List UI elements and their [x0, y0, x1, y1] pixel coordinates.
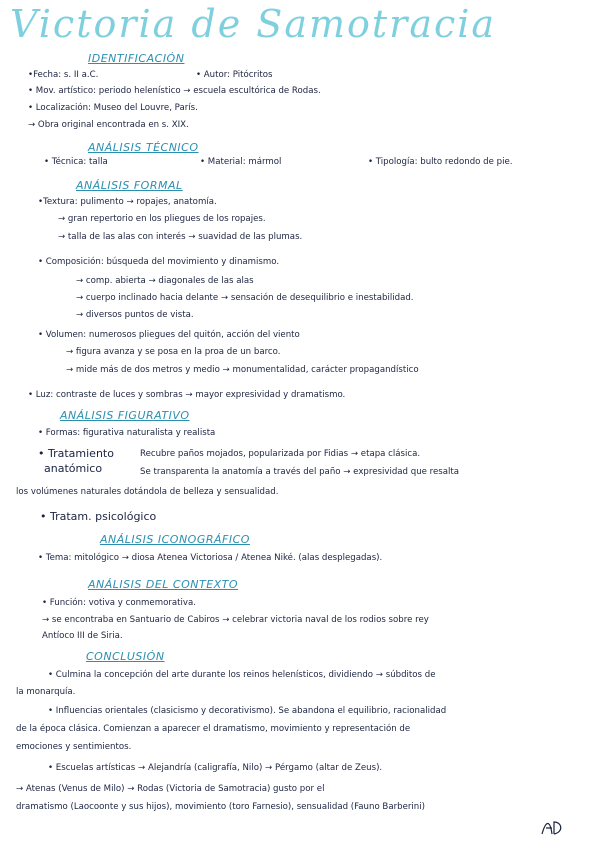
conclusion-line-1: • Culmina la concepción del arte durante los reinos helenísticos, dividiendo → súbditos de	[48, 670, 436, 680]
conclusion-line-2: la monarquía.	[16, 687, 76, 697]
ident-movimiento: • Mov. artístico: periodo helenístico → escuela escultórica de Rodas.	[28, 86, 321, 96]
formal-composicion-3: → diversos puntos de vista.	[76, 310, 194, 320]
figurativo-anatomico: anatómico	[44, 462, 103, 475]
conclusion-line-3: • Influencias orientales (clasicismo y decorativismo). Se abandona el equilibrio, racionalidad	[48, 706, 447, 716]
conclusion-line-5: emociones y sentimientos.	[16, 742, 132, 752]
conclusion-line-4: de la época clásica. Comienzan a aparecer el dramatismo, movimiento y representación de	[16, 724, 411, 734]
figurativo-psicologico: • Tratam. psicológico	[40, 510, 157, 523]
ident-fecha: •Fecha: s. II a.C.	[28, 70, 99, 80]
figurativo-tratamiento-b: Se transparenta la anatomía a través del paño → expresividad que resalta	[140, 467, 460, 477]
signature-mark	[540, 818, 568, 838]
section-conclusion: CONCLUSIÓN	[86, 650, 165, 663]
page-title: Victoria de Samotracia	[10, 2, 497, 46]
conclusion-line-6: • Escuelas artísticas → Alejandría (caligrafía, Nilo) → Pérgamo (altar de Zeus).	[48, 763, 383, 773]
contexto-encontraba: → se encontraba en Santuario de Cabiros → celebrar victoria naval de los rodios sobre rey	[42, 615, 429, 625]
figurativo-tratamiento: • Tratamiento	[38, 447, 114, 460]
formal-volumen-2: → mide más de dos metros y medio → monumentalidad, carácter propagandístico	[66, 365, 419, 375]
section-analisis-tecnico: ANÁLISIS TÉCNICO	[88, 141, 199, 154]
tecnico-material: • Material: mármol	[200, 157, 282, 167]
formal-volumen-1: → figura avanza y se posa en la proa de un barco.	[66, 347, 281, 357]
section-analisis-contexto: ANÁLISIS DEL CONTEXTO	[88, 578, 239, 591]
ident-obra: → Obra original encontrada en s. XIX.	[28, 120, 189, 130]
ident-autor: • Autor: Pitócritos	[196, 70, 273, 80]
ident-localizacion: • Localización: Museo del Louvre, París.	[28, 103, 198, 113]
formal-textura-1: → gran repertorio en los pliegues de los ropajes.	[58, 214, 266, 224]
formal-textura-2: → talla de las alas con interés → suavidad de las plumas.	[58, 232, 303, 242]
contexto-antioco: Antíoco III de Siria.	[42, 631, 123, 641]
section-identificacion: IDENTIFICACIÓN	[88, 52, 185, 65]
section-analisis-figurativo: ANÁLISIS FIGURATIVO	[60, 409, 190, 422]
formal-composicion: • Composición: búsqueda del movimiento y dinamismo.	[38, 257, 280, 267]
figurativo-formas: • Formas: figurativa naturalista y realista	[38, 428, 216, 438]
formal-luz: • Luz: contraste de luces y sombras → mayor expresividad y dramatismo.	[28, 390, 346, 400]
icono-tema: • Tema: mitológico → diosa Atenea Victoriosa / Atenea Niké. (alas desplegadas).	[38, 553, 383, 563]
formal-textura: •Textura: pulimento → ropajes, anatomía.	[38, 197, 217, 207]
formal-composicion-1: → comp. abierta → diagonales de las alas	[76, 276, 254, 286]
conclusion-line-7: → Atenas (Venus de Milo) → Rodas (Victoria de Samotracia) gusto por el	[16, 784, 325, 794]
figurativo-tratamiento-a: Recubre paños mojados, popularizada por Fidias → etapa clásica.	[140, 449, 421, 459]
conclusion-line-8: dramatismo (Laocoonte y sus hijos), movimiento (toro Farnesio), sensualidad (Fauno Barberini)	[16, 802, 425, 812]
tecnico-tecnica: • Técnica: talla	[44, 157, 108, 167]
formal-volumen: • Volumen: numerosos pliegues del quitón, acción del viento	[38, 330, 300, 340]
contexto-funcion: • Función: votiva y conmemorativa.	[42, 598, 196, 608]
figurativo-tratamiento-c: los volúmenes naturales dotándola de belleza y sensualidad.	[16, 487, 279, 497]
section-analisis-formal: ANÁLISIS FORMAL	[76, 179, 183, 192]
section-analisis-iconografico: ANÁLISIS ICONOGRÁFICO	[100, 533, 250, 546]
formal-composicion-2: → cuerpo inclinado hacia delante → sensación de desequilibrio e inestabilidad.	[76, 293, 414, 303]
tecnico-tipologia: • Tipología: bulto redondo de pie.	[368, 157, 513, 167]
